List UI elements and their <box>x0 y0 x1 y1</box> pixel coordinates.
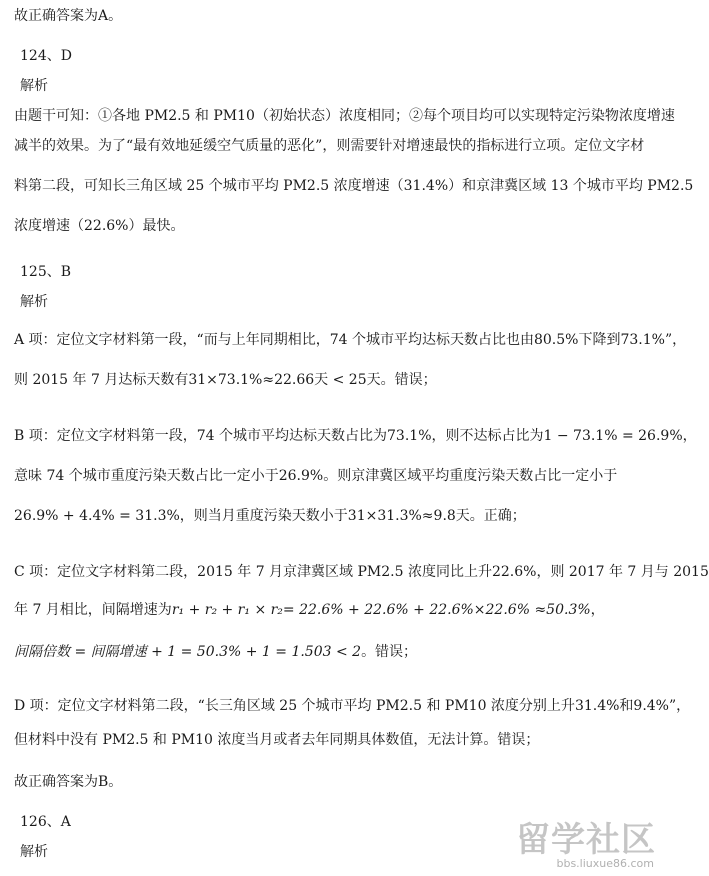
math-expression: 1 − 73.1% = 26.9% <box>543 428 683 444</box>
math-expression: 22.6% <box>491 564 537 580</box>
math-expression: 80.5% <box>533 332 579 348</box>
math-expression: 26.9% <box>278 468 324 484</box>
paragraph-line: 减半的效果。为了“最有效地延缓空气质量的恶化”，则需要针对增速最快的指标进行立项。定位文字材 <box>14 138 645 154</box>
option-d-line: D 项：定位文字材料第二段，“长三角区域 25 个城市平均 PM2.5 和 PM10 浓度分别上升31.4%和9.4%”， <box>14 698 691 714</box>
option-a-line: 则 2015 年 7 月达标天数有31×73.1%≈22.66天 < 25天。错误； <box>14 372 437 388</box>
conclusion-125: 故正确答案为B。 <box>14 774 123 790</box>
option-c-line: C 项：定位文字材料第二段，2015 年 7 月京津冀区域 PM2.5 浓度同比上升22.6%，则 2017 年 7 月与 2015 <box>14 564 709 580</box>
site-watermark <box>496 812 660 870</box>
math-expression: 31×31.3%≈9.8天 <box>347 508 470 524</box>
option-c-line: 间隔倍数 = 间隔增速 + 1 = 50.3% + 1 = 1.503 < 2。错误； <box>14 644 418 660</box>
option-b-line: 意味 74 个城市重度污染天数占比一定小于26.9%。则京津冀区域平均重度污染天数占比一定小于 <box>14 468 618 484</box>
watermark-logo-text: 留学社区 <box>516 820 656 860</box>
question-number-125: 125、B <box>20 264 72 280</box>
option-c-line: 年 7 月相比，间隔增速为r₁ + r₂ + r₁ × r₂= 22.6% + 22.6% + 22.6%×22.6% ≈50.3%， <box>14 602 605 618</box>
math-expression: 9.4% <box>633 698 669 714</box>
option-b-line: B 项：定位文字材料第一段，74 个城市平均达标天数占比为73.1%，则不达标占比为1 − 73.1% = 26.9%， <box>14 428 697 444</box>
analysis-heading-126: 解析 <box>20 844 48 860</box>
math-expression: r₁ + r₂ + r₁ × r₂= 22.6% + 22.6% + 22.6%×22.6% ≈50.3% <box>171 602 591 618</box>
analysis-heading-124: 解析 <box>20 78 48 94</box>
paragraph-line: 由题干可知：①各地 PM2.5 和 PM10（初始状态）浓度相同；②每个项目均可以实现特定污染物浓度增速 <box>14 108 675 124</box>
paragraph-line: 料第二段，可知长三角区域 25 个城市平均 PM2.5 浓度增速（31.4%）和京津冀区域 13 个城市平均 PM2.5 <box>14 178 694 194</box>
option-b-line: 26.9% + 4.4% = 31.3%，则当月重度污染天数小于31×31.3%≈9.8天。正确； <box>14 508 526 524</box>
conclusion-123: 故正确答案为A。 <box>14 8 123 24</box>
option-a-line: A 项：定位文字材料第一段，“而与上年同期相比，74 个城市平均达标天数占比也由80.5%下降到73.1%”， <box>14 332 687 348</box>
math-expression: 31×73.1%≈22.66天 < 25天 <box>188 372 381 388</box>
analysis-heading-125: 解析 <box>20 294 48 310</box>
math-expression: 间隔倍数 = 间隔增速 + 1 = 50.3% + 1 = 1.503 < 2 <box>14 644 362 660</box>
paragraph-line: 浓度增速（22.6%）最快。 <box>14 218 185 234</box>
math-expression: 73.1% <box>620 332 665 348</box>
math-expression: 22.6% <box>84 218 129 234</box>
question-number-126: 126、A <box>20 814 71 830</box>
math-expression: 73.1% <box>387 428 432 444</box>
math-expression: 26.9% + 4.4% = 31.3% <box>14 508 180 524</box>
option-d-line: 但材料中没有 PM2.5 和 PM10 浓度当月或者去年同期具体数值，无法计算。错误； <box>14 732 540 748</box>
watermark-url: bbs.liuxue86.com <box>556 857 654 870</box>
math-expression: 31.4% <box>574 698 620 714</box>
math-expression: 31.4% <box>403 178 449 194</box>
question-number-124: 124、D <box>20 48 72 64</box>
